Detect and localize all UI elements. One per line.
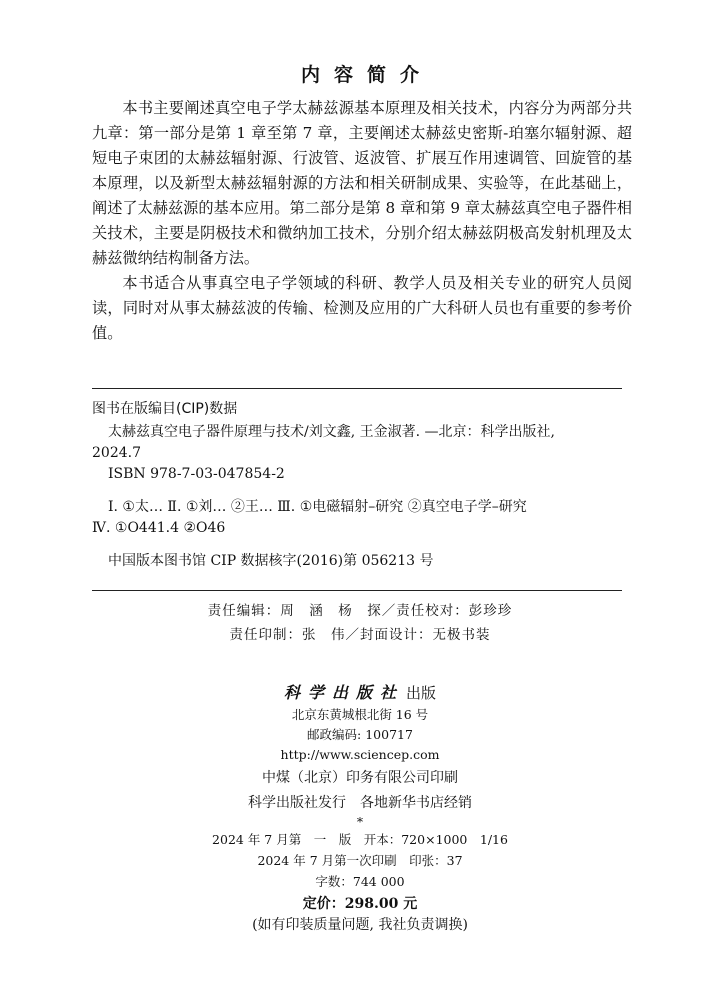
cip-line-2: 2024.7 bbox=[92, 445, 141, 461]
publisher-suffix: 出版 bbox=[406, 684, 437, 702]
cip-title: 图书在版编目(CIP)数据 bbox=[92, 401, 238, 417]
intro-text bbox=[92, 96, 632, 346]
printer: 中煤（北京）印务有限公司印刷 bbox=[262, 770, 458, 786]
price bbox=[0, 893, 720, 913]
cip-record: 中国版本图书馆 CIP 数据核字(2016)第 056213 号 bbox=[108, 553, 434, 569]
cip-class-1: Ⅰ. ①太… Ⅱ. ①刘… ②王… Ⅲ. ①电磁辐射–研究 ②真空电子学–研究 bbox=[108, 499, 527, 515]
word-count: 字数：744 000 bbox=[315, 874, 405, 889]
cip-isbn: ISBN 978-7-03-047854-2 bbox=[108, 466, 285, 482]
intro-p2-line: 本书适合从事真空电子学领域的科研、教学人员及相关专业的研究人 bbox=[122, 274, 601, 292]
publisher-header bbox=[0, 680, 720, 703]
quality-note: (如有印装质量问题, 我社负责调换) bbox=[252, 917, 468, 933]
intro-p1-line: 部分共九章：第一部分是第 1 章至第 7 章，主要阐述太赫兹史密斯-珀塞尔 bbox=[92, 99, 633, 142]
publisher-address: 北京东黄城根北街 16 号 bbox=[291, 707, 429, 722]
credits-line-1: 责任编辑：周 涵 杨 探／责任校对：彭珍珍 bbox=[207, 603, 513, 619]
intro-paragraph-1 bbox=[92, 96, 632, 271]
cip-gap bbox=[92, 485, 628, 497]
intro-p1-line: 本书主要阐述真空电子学太赫兹源基本原理及相关技术，内容分为两 bbox=[122, 99, 586, 117]
intro-paragraph-2 bbox=[92, 271, 632, 346]
intro-title: 内容简介 bbox=[300, 64, 433, 86]
intro-p1-line: 辐射源、超短电子束团的太赫兹辐射源、行波管、返波管、扩展互作用速 bbox=[92, 124, 632, 167]
cip-block bbox=[92, 422, 628, 572]
price-value: 298.00 元 bbox=[344, 896, 418, 912]
intro-p2-line: 员阅读，同时对从事太赫兹波的传输、检测及应用的广大科研人员也有重 bbox=[92, 274, 633, 317]
distribution: 科学出版社发行 各地新华书店经销 bbox=[248, 795, 472, 811]
cip-line-1: 太赫兹真空电子器件原理与技术/刘文鑫, 王金淑著. —北京：科学出版社, bbox=[108, 424, 555, 440]
edition-info: 2024 年 7 月第 一 版 开本：720×1000 1/16 bbox=[212, 832, 508, 847]
intro-p2-line: 要的参考价值。 bbox=[92, 299, 633, 342]
price-label: 定价： bbox=[302, 896, 345, 912]
intro-p1-line: 实验等，在此基础上，阐述了太赫兹源的基本应用。第二部分是第 8 章和 bbox=[92, 174, 633, 217]
separator-star: * bbox=[356, 814, 364, 829]
intro-p1-line: 调管、回旋管的基本原理，以及新型太赫兹辐射源的方法和相关研制成果、 bbox=[92, 149, 633, 192]
printing-info: 2024 年 7 月第一次印刷 印张：37 bbox=[257, 853, 463, 868]
cip-top-rule bbox=[92, 388, 622, 389]
publisher-postcode: 邮政编码: 100717 bbox=[307, 727, 413, 742]
cip-bottom-rule bbox=[92, 590, 622, 591]
credits-line-2: 责任印制：张 伟／封面设计：无极书装 bbox=[229, 627, 491, 643]
intro-p1-line: 第 9 章太赫兹真空电子器件相关技术，主要是阴极技术和微纳加工技术， bbox=[92, 199, 632, 242]
cip-gap bbox=[92, 539, 628, 551]
cip-class-2: Ⅳ. ①O441.4 ②O46 bbox=[92, 520, 226, 536]
publisher-website: http://www.sciencep.com bbox=[280, 747, 440, 762]
intro-p1-line: 分别介绍太赫兹阴极高发射机理及太赫兹微纳结构制备方法。 bbox=[92, 224, 633, 267]
publisher-logo: 科学出版社 bbox=[283, 683, 404, 702]
